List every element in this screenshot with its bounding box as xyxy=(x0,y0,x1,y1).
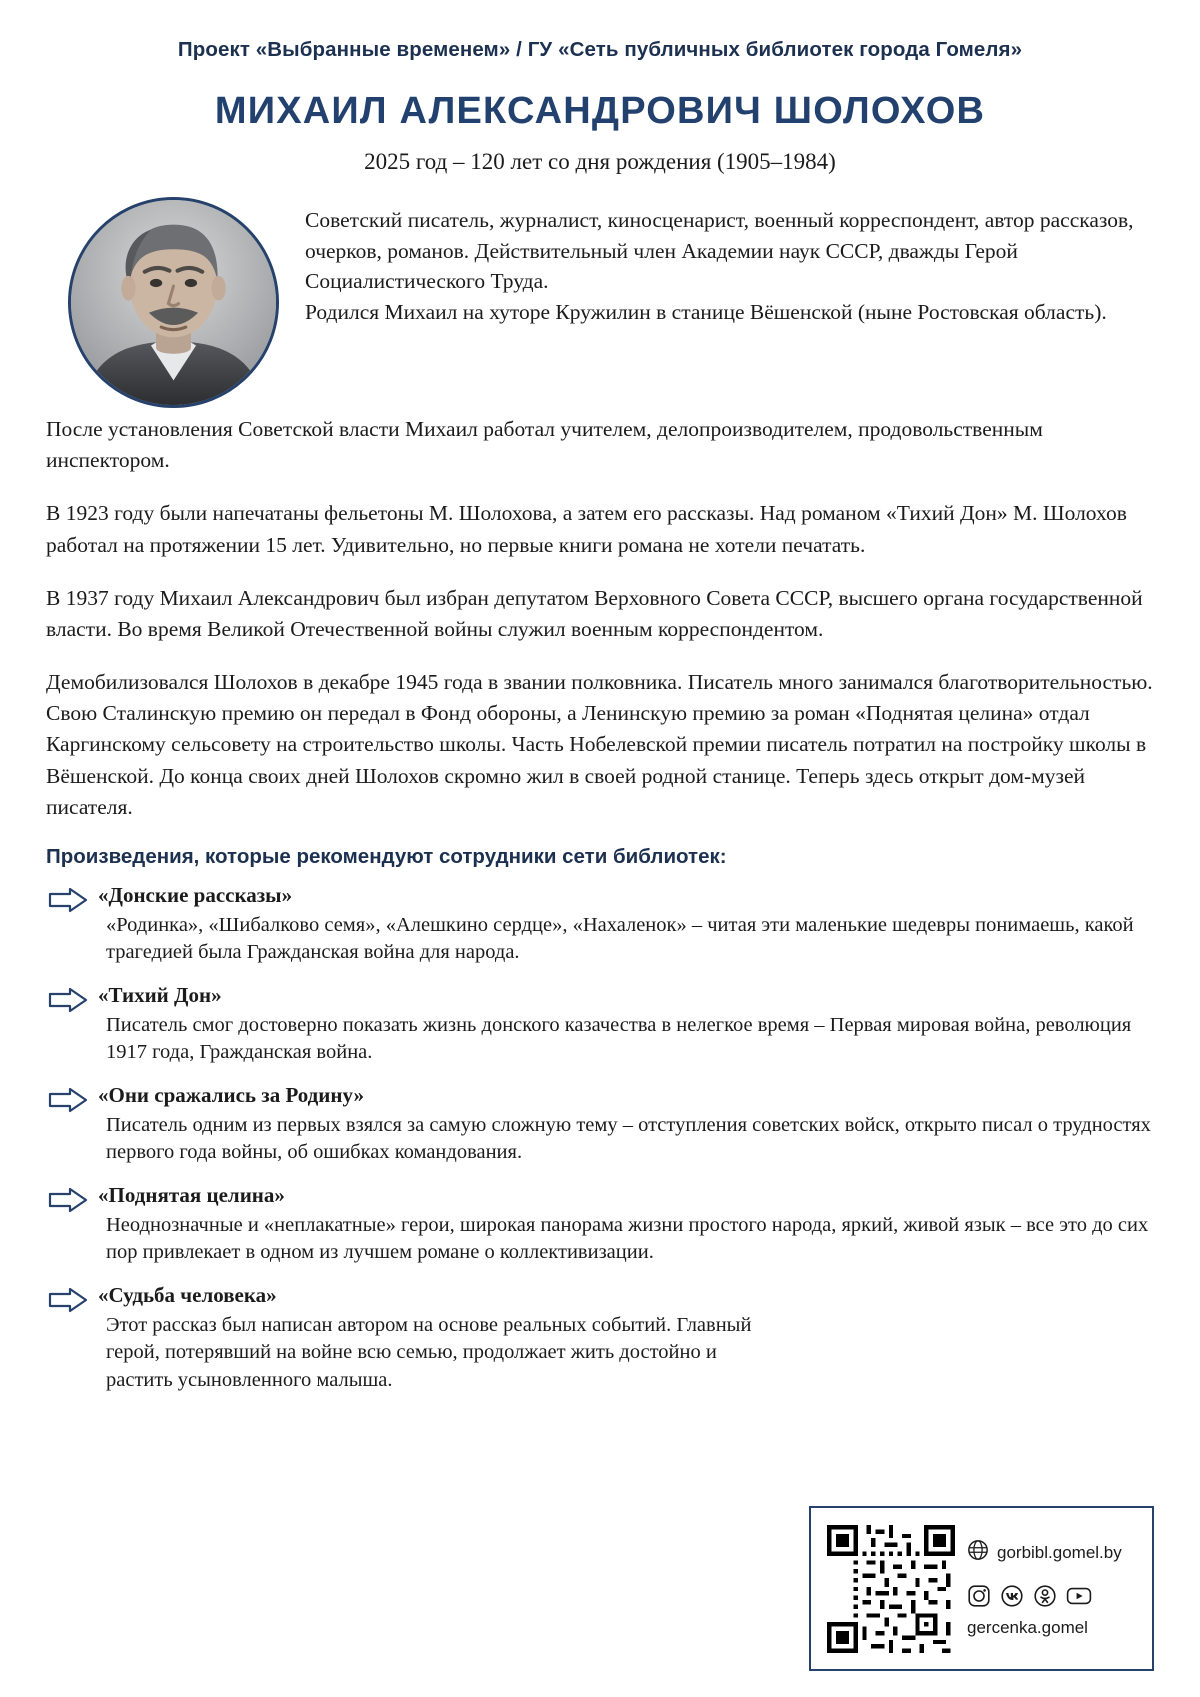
arrow-right-icon xyxy=(48,887,88,913)
bio-paragraph-4: Демобилизовался Шолохов в декабре 1945 года в звании полковника. Писатель много занимался благотворительностью. Свою Сталинскую премию он передал в Фонд обороны, а Ленинскую премию за роман «Поднятая целина» отдал Каргинскому сельсовету на строительство школы. Часть Нобелевской премии писатель потратил на постройку школы в Вёшенской. До конца своих дней Шолохов скромно жил в своей родной станице. Теперь здесь открыт дом-музей писателя. xyxy=(46,670,1153,819)
arrow-right-icon xyxy=(48,987,88,1013)
work-description: Писатель смог достоверно показать жизнь донского казачества в нелегкое время – Первая мировая война, революция 1917 года, Гражданская война. xyxy=(106,1013,1132,1064)
work-title: «Поднятая целина» xyxy=(98,1182,285,1207)
work-title: «Тихий Дон» xyxy=(98,982,222,1007)
qr-code[interactable] xyxy=(827,1525,955,1653)
contact-details xyxy=(955,1539,1142,1638)
works-list xyxy=(46,883,1154,1394)
work-description: «Родинка», «Шибалково семя», «Алешкино сердце», «Нахаленок» – читая эти маленькие шедевры понимаешь, какой трагедией была Гражданская война для народа. xyxy=(106,913,1134,964)
intro-text xyxy=(305,193,1154,327)
list-item xyxy=(46,1283,1154,1394)
list-item xyxy=(46,983,1154,1067)
youtube-icon[interactable] xyxy=(1066,1584,1092,1608)
bio-paragraph-2: В 1923 году были напечатаны фельетоны М. Шолохова, а затем его рассказы. Над романом «Тихий Дон» М. Шолохов работал на протяжении 15 лет. Удивительно, но первые книги романа не хотели печатать. xyxy=(46,501,1127,557)
biography-text xyxy=(46,414,1154,823)
arrow-right-icon xyxy=(48,1187,88,1213)
social-handle: gercenka.gomel xyxy=(967,1618,1088,1637)
vk-icon[interactable] xyxy=(1000,1584,1024,1608)
list-item xyxy=(46,883,1154,967)
project-line: Проект «Выбранные временем» / ГУ «Сеть публичных библиотек города Гомеля» xyxy=(177,38,1023,61)
website-url: gorbibl.gomel.by xyxy=(997,1542,1122,1562)
intro-birth: Родился Михаил на хуторе Кружилин в станице Вёшенской (ныне Ростовская область). xyxy=(305,299,1107,324)
work-title: «Донские рассказы» xyxy=(98,882,293,907)
author-portrait xyxy=(68,197,279,408)
bio-paragraph-3: В 1937 году Михаил Александрович был избран депутатом Верховного Совета СССР, высшего органа государственной власти. Во время Великой Отечественной войны служил военным корреспондентом. xyxy=(46,585,1143,641)
intro-paragraph: Советский писатель, журналист, киносценарист, военный корреспондент, автор рассказов, очерков, романов. Действительный член Академии наук СССР, дважды Герой Социалистического Труда. xyxy=(305,208,1134,294)
arrow-right-icon xyxy=(48,1287,88,1313)
odnoklassniki-icon[interactable] xyxy=(1033,1584,1057,1608)
contact-card xyxy=(809,1506,1154,1671)
work-description: Этот рассказ был написан автором на основе реальных событий. Главный герой, потерявший на войне всю семью, продолжает жить достойно и растить усыновленного малыша. xyxy=(106,1313,752,1391)
works-heading: Произведения, которые рекомендуют сотрудники сети библиотек: xyxy=(46,844,727,868)
intro-block xyxy=(46,193,1154,403)
arrow-right-icon xyxy=(48,1087,88,1113)
globe-icon xyxy=(967,1539,989,1566)
work-title: «Судьба человека» xyxy=(98,1282,277,1307)
list-item xyxy=(46,1083,1154,1167)
work-description: Неоднозначные и «неплакатные» герои, широкая панорама жизни простого народа, яркий, живой язык – все это до сих пор привлекает в одном из лучшем романе о коллективизации. xyxy=(106,1213,1149,1264)
list-item xyxy=(46,1183,1154,1267)
bio-paragraph-1: После установления Советской власти Михаил работал учителем, делопроизводителем, продовольственным инспектором. xyxy=(46,417,1043,473)
page-title: МИХАИЛ АЛЕКСАНДРОВИЧ ШОЛОХОВ xyxy=(214,90,986,132)
social-icons-row xyxy=(967,1584,1142,1608)
anniversary-subtitle: 2025 год – 120 лет со дня рождения (1905–1984) xyxy=(364,149,836,174)
website-row[interactable] xyxy=(967,1539,1142,1566)
work-description: Писатель одним из первых взялся за самую сложную тему – отступления советских войск, открыто писал о трудностях первого года войны, об ошибках командования. xyxy=(106,1113,1151,1164)
work-title: «Они сражались за Родину» xyxy=(98,1082,364,1107)
instagram-icon[interactable] xyxy=(967,1584,991,1608)
